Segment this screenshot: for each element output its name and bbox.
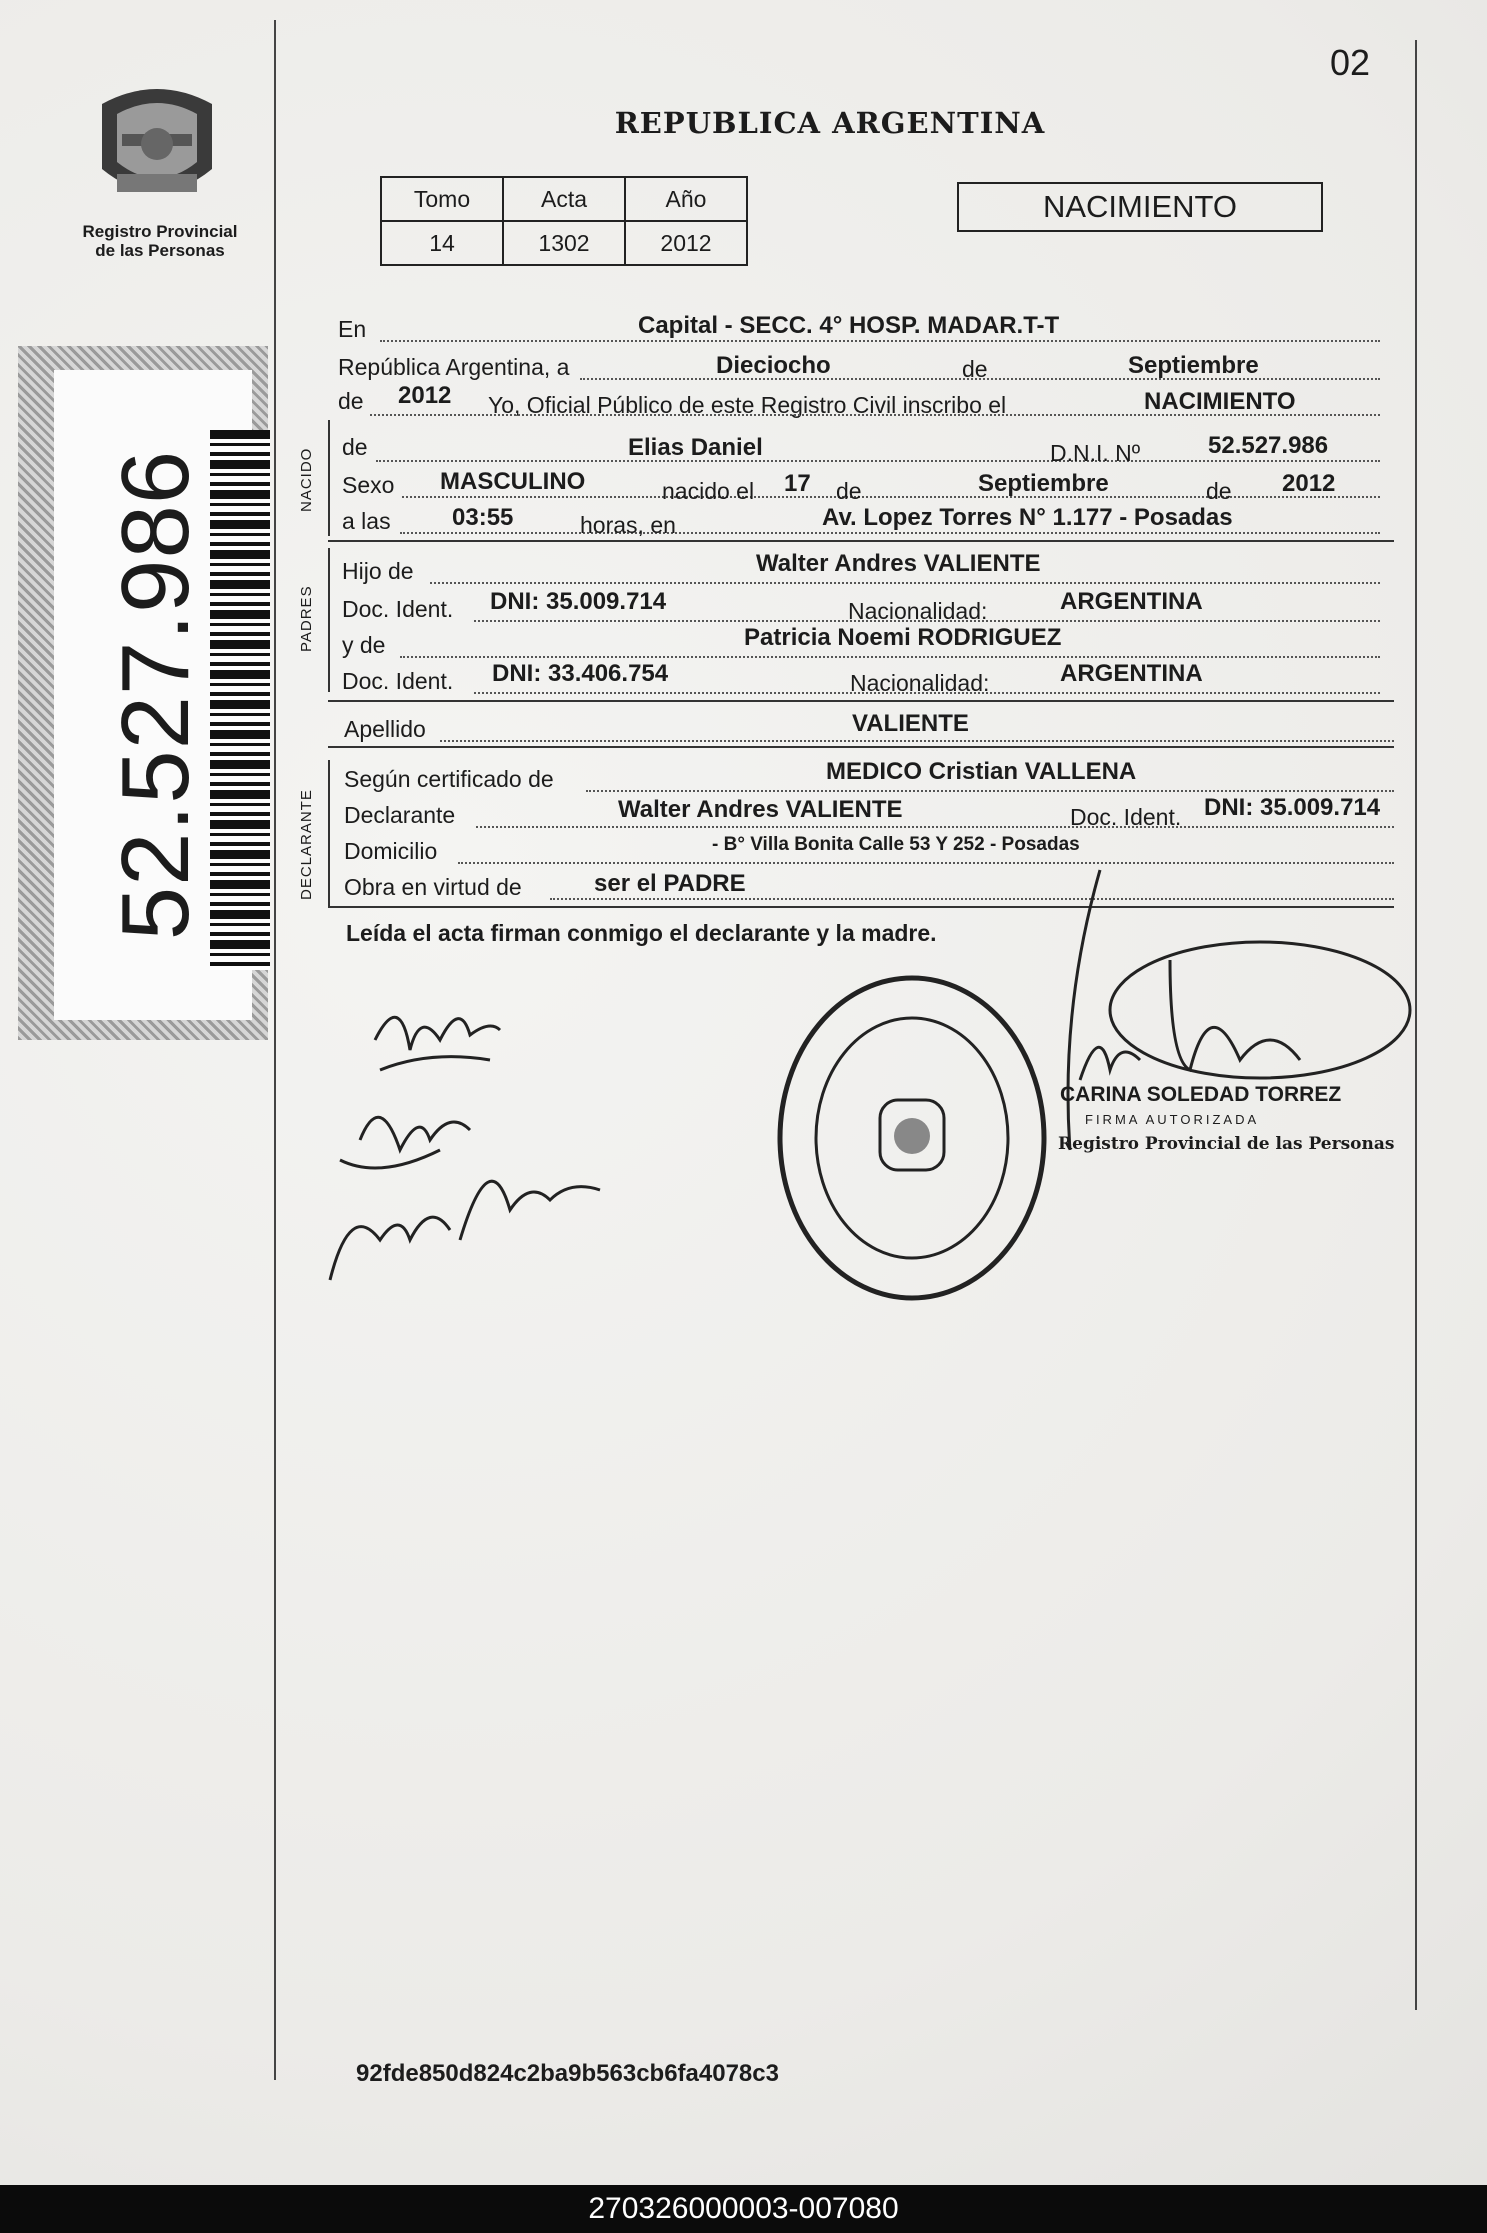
section-divider [328, 746, 1394, 748]
acta-value: 1302 [503, 221, 625, 265]
doc-ident-label: Doc. Ident. [342, 596, 454, 622]
section-bracket [328, 548, 330, 692]
de-label: de [342, 434, 368, 460]
obra-label: Obra en virtud de [344, 874, 522, 900]
year-value: 2012 [398, 382, 452, 409]
obra-value: ser el PADRE [594, 870, 746, 897]
footer-code: 270326000003-007080 [588, 2192, 899, 2225]
doc-ident-label: Doc. Ident. [342, 668, 454, 694]
apellido-value: VALIENTE [852, 710, 969, 737]
province-logo [92, 74, 222, 214]
dotted-line [376, 460, 1380, 462]
republica-label: República Argentina, a [338, 354, 570, 380]
official-role: FIRMA AUTORIZADA [1085, 1112, 1260, 1127]
mother-name-value: Patricia Noemi RODRIGUEZ [744, 624, 1062, 651]
section-divider [328, 540, 1394, 542]
official-stamp [772, 970, 1052, 1305]
dotted-line [586, 790, 1394, 792]
official-name: CARINA SOLEDAD TORREZ [1060, 1083, 1342, 1106]
certificado-value: MEDICO Cristian VALLENA [826, 758, 1137, 785]
dotted-line [380, 340, 1380, 342]
birth-month-value: Septiembre [978, 470, 1109, 497]
a-las-label: a las [342, 508, 391, 534]
record-type-box: NACIMIENTO [957, 182, 1323, 232]
tomo-header: Tomo [381, 177, 503, 221]
declarante-value: Walter Andres VALIENTE [618, 796, 903, 823]
anio-value: 2012 [625, 221, 747, 265]
child-dni-value: 52.527.986 [1208, 432, 1329, 459]
document-title: REPUBLICA ARGENTINA [614, 106, 1046, 140]
father-doc-value: DNI: 35.009.714 [490, 588, 667, 615]
birth-place-value: Av. Lopez Torres N° 1.177 - Posadas [822, 504, 1233, 531]
document-hash: 92fde850d824c2ba9b563cb6fa4078c3 [356, 2060, 779, 2087]
office-line-1: Registro Provincial [82, 222, 238, 241]
barcode-number: 52.527.986 [102, 449, 209, 941]
nacido-el-label: nacido el [662, 478, 755, 504]
birth-time-value: 03:55 [452, 504, 514, 531]
barcode-label [54, 370, 252, 1020]
horas-en-label: horas, en [580, 512, 676, 538]
mother-doc-value: DNI: 33.406.754 [492, 660, 669, 687]
segun-label: Según certificado de [344, 766, 554, 792]
tomo-value: 14 [381, 221, 503, 265]
dotted-line [400, 532, 1380, 534]
section-bracket [328, 760, 330, 906]
padres-section-label: PADRES [298, 585, 315, 652]
de-label: de [836, 478, 862, 504]
barcode-panel [18, 346, 268, 1040]
y-de-label: y de [342, 632, 386, 658]
dotted-line [430, 582, 1380, 584]
domicilio-value: - B° Villa Bonita Calle 53 Y 252 - Posadas [712, 834, 1080, 855]
page-number: 02 [1330, 42, 1371, 83]
father-nationality-value: ARGENTINA [1060, 588, 1203, 615]
barcode-bars [210, 430, 270, 970]
dotted-line [402, 496, 1380, 498]
day-words-value: Dieciocho [716, 352, 831, 379]
dotted-line [400, 656, 1380, 658]
dotted-line [476, 826, 1394, 828]
place-value: Capital - SECC. 4° HOSP. MADAR.T-T [638, 312, 1060, 339]
stub-divider [274, 20, 276, 2080]
domicilio-label: Domicilio [344, 838, 438, 864]
declarante-section-label: DECLARANTE [298, 789, 315, 900]
nacionalidad-label: Nacionalidad: [850, 670, 990, 696]
hijo-de-label: Hijo de [342, 558, 414, 584]
de-label: de [962, 356, 988, 382]
dotted-line [440, 740, 1394, 742]
nacionalidad-label: Nacionalidad: [848, 598, 988, 624]
child-name-value: Elias Daniel [628, 434, 763, 461]
de-label: de [338, 388, 364, 414]
inscribe-type-value: NACIMIENTO [1144, 388, 1296, 415]
declarante-label: Declarante [344, 802, 456, 828]
birth-day-value: 17 [784, 470, 811, 497]
office-line-2: de las Personas [95, 241, 225, 260]
nacido-section-label: NACIDO [298, 447, 315, 512]
month-value: Septiembre [1128, 352, 1259, 379]
de-label: de [1206, 478, 1232, 504]
closing-statement: Leída el acta firman conmigo el declarante y la madre. [346, 920, 937, 946]
section-bracket [328, 420, 330, 536]
sexo-label: Sexo [342, 472, 395, 498]
handwritten-signatures [320, 980, 620, 1310]
official-organization: Registro Provincial de las Personas [1058, 1134, 1395, 1154]
registry-office-label [70, 222, 250, 260]
en-label: En [338, 316, 367, 342]
declarante-doc-value: DNI: 35.009.714 [1204, 794, 1381, 821]
section-divider [328, 700, 1394, 702]
sexo-value: MASCULINO [440, 468, 586, 495]
anio-header: Año [625, 177, 747, 221]
dni-label: D.N.I. Nº [1050, 440, 1141, 466]
father-name-value: Walter Andres VALIENTE [756, 550, 1041, 577]
birth-year-value: 2012 [1282, 470, 1336, 497]
register-table [380, 176, 748, 266]
acta-header: Acta [503, 177, 625, 221]
mother-nationality-value: ARGENTINA [1060, 660, 1203, 687]
doc-ident-label: Doc. Ident. [1070, 804, 1182, 830]
oficial-text: Yo, Oficial Público de este Registro Civil inscribo el [488, 392, 1007, 418]
apellido-label: Apellido [344, 716, 426, 742]
